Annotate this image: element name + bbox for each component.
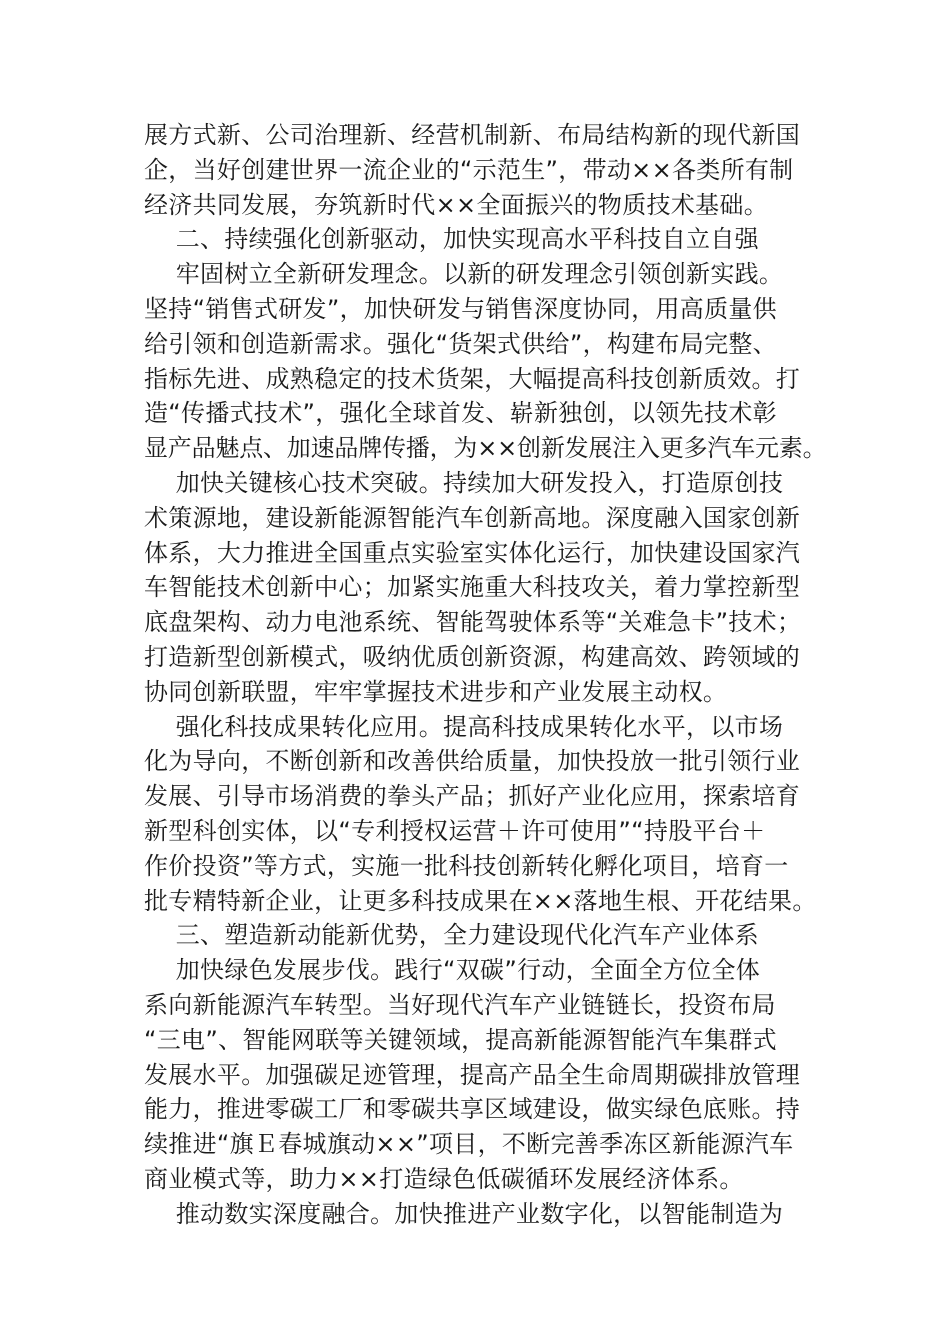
text-line: 发展、引导市场消费的拳头产品；抓好产业化应用，探索培育 <box>144 782 801 811</box>
text-line: 协同创新联盟，牢牢掌握技术进步和产业发展主动权。 <box>144 677 728 706</box>
text-line: 车智能技术创新中心；加紧实施重大科技攻关，着力掌控新型 <box>144 573 801 602</box>
section-heading: 二、持续强化创新驱动，加快实现高水平科技自立自强 <box>144 225 759 254</box>
text-line: 续推进“旗Ｅ春城旗动××”项目，不断完善季冻区新能源汽车 <box>144 1130 794 1159</box>
text-line: 化为导向，不断创新和改善供给质量，加快投放一批引领行业 <box>144 747 801 776</box>
paragraph-first-line: 加快绿色发展步伐。践行“双碳”行动，全面全方位全体 <box>144 956 761 985</box>
text-line: 经济共同发展，夯筑新时代××全面振兴的物质技术基础。 <box>144 190 769 219</box>
text-line: 新型科创实体，以“专利授权运营＋许可使用”“持股平台＋ <box>144 816 766 845</box>
text-line: 坚持“销售式研发”，加快研发与销售深度协同，用高质量供 <box>144 294 777 323</box>
text-line: 商业模式等，助力××打造绿色低碳循环发展经济体系。 <box>144 1164 744 1193</box>
text-line: 系向新能源汽车转型。当好现代汽车产业链链长，投资布局 <box>144 990 776 1019</box>
text-line: 企，当好创建世界一流企业的“示范生”，带动××各类所有制 <box>144 155 794 184</box>
paragraph-first-line: 强化科技成果转化应用。提高科技成果转化水平，以市场 <box>144 712 784 741</box>
text-line: 展方式新、公司治理新、经营机制新、布局结构新的现代新国 <box>144 121 801 149</box>
text-line: 能力，推进零碳工厂和零碳共享区域建设，做实绿色底账。持 <box>144 1095 801 1124</box>
text-line: 作价投资”等方式，实施一批科技创新转化孵化项目，培育一 <box>144 851 789 880</box>
text-line: 显产品魅点、加速品牌传播，为××创新发展注入更多汽车元素。 <box>144 434 827 463</box>
text-line: 打造新型创新模式，吸纳优质创新资源，构建高效、跨领域的 <box>144 642 801 671</box>
text-line: 体系，大力推进全国重点实验室实体化运行，加快建设国家汽 <box>144 538 801 567</box>
text-line: 术策源地，建设新能源智能汽车创新高地。深度融入国家创新 <box>144 503 801 532</box>
text-line: 发展水平。加强碳足迹管理，提高产品全生命周期碳排放管理 <box>144 1060 801 1089</box>
section-heading: 三、塑造新动能新优势，全力建设现代化汽车产业体系 <box>144 921 759 950</box>
text-line: “三电”、智能网联等关键领域，提高新能源智能汽车集群式 <box>144 1025 777 1054</box>
body-text <box>144 118 827 1232</box>
text-line: 底盘架构、动力电池系统、智能驾驶体系等“关难急卡”技术； <box>144 608 802 637</box>
text-line: 指标先进、成熟稳定的技术货架，大幅提高科技创新质效。打 <box>144 364 801 393</box>
text-line: 批专精特新企业，让更多科技成果在××落地生根、开花结果。 <box>144 886 817 915</box>
paragraph-first-line: 加快关键核心技术突破。持续加大研发投入，打造原创技 <box>144 468 784 497</box>
paragraph-first-line: 推动数实深度融合。加快推进产业数字化，以智能制造为 <box>144 1199 784 1228</box>
text-line: 造“传播式技术”，强化全球首发、崭新独创，以领先技术彰 <box>144 399 777 428</box>
text-line: 给引领和创造新需求。强化“货架式供给”，构建布局完整、 <box>144 329 777 358</box>
paragraph-first-line: 牢固树立全新研发理念。以新的研发理念引领创新实践。 <box>144 260 784 289</box>
